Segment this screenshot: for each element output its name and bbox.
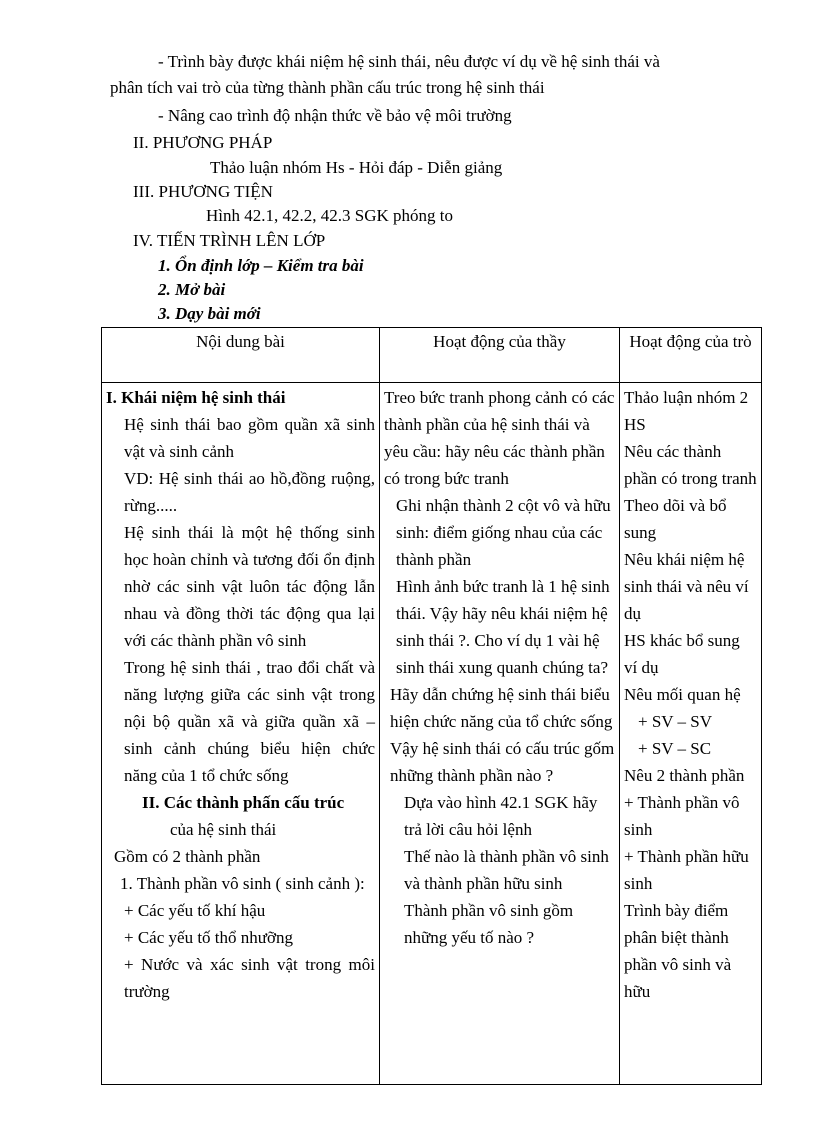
table-header-row	[102, 328, 762, 383]
student-activity: Nêu 2 thành phần	[624, 766, 745, 785]
objective-line-1: - Trình bày được khái niệm hệ sinh thái, nêu được ví dụ về hệ sinh thái và	[158, 52, 660, 71]
student-activity: Nêu mối quan hệ	[624, 685, 741, 704]
content-paragraph: Hệ sinh thái bao gồm quần xã sinh vật và sinh cảnh	[124, 415, 375, 461]
section-materials-title: III. PHƯƠNG TIỆN	[133, 182, 273, 201]
content-cell	[102, 383, 380, 1085]
teacher-activity: Thế nào là thành phần vô sinh và thành phần hữu sinh	[404, 847, 609, 893]
student-activity: Theo dõi và bổ sung	[624, 496, 727, 542]
teacher-activity: Ghi nhận thành 2 cột vô và hữu sinh: điểm giống nhau của các thành phần	[396, 496, 611, 569]
student-activity: + SV – SC	[638, 739, 712, 758]
teacher-activity: Dựa vào hình 42.1 SGK hãy trả lời câu hỏi lệnh	[404, 793, 598, 839]
content-heading-1: I. Khái niệm hệ sinh thái	[106, 388, 286, 407]
list-item: + Các yếu tố khí hậu	[124, 901, 266, 920]
student-activity: HS khác bổ sung ví dụ	[624, 631, 740, 677]
step-3: 3. Dạy bài mới	[158, 304, 261, 323]
content-paragraph: Gồm có 2 thành phần	[114, 847, 261, 866]
content-paragraph: VD: Hệ sinh thái ao hồ,đồng ruộng, rừng.....	[124, 469, 375, 515]
student-activity: Thảo luận nhóm 2 HS	[624, 388, 749, 434]
teacher-cell	[380, 383, 620, 1085]
student-activity: + SV – SV	[638, 712, 712, 731]
content-heading-2-cont: của hệ sinh thái	[170, 820, 277, 839]
section-procedure-title: IV. TIẾN TRÌNH LÊN LỚP	[133, 231, 326, 250]
content-paragraph: Trong hệ sinh thái , trao đổi chất và năng lượng giữa các sinh vật trong nội bộ quần xã và giữa quần xã – sinh cảnh chúng biểu hiện chức năng của 1 tổ chức sống	[124, 658, 375, 785]
teacher-activity: Hãy dẫn chứng hệ sinh thái biểu hiện chức năng của tổ chức sống	[390, 685, 613, 731]
section-materials-body: Hình 42.1, 42.2, 42.3 SGK phóng to	[206, 206, 453, 225]
table-row	[102, 383, 762, 1085]
header-content: Nội dung bài	[102, 328, 380, 383]
teacher-activity: Thành phần vô sinh gồm những yếu tố nào ?	[404, 901, 574, 947]
section-methods-body: Thảo luận nhóm Hs - Hỏi đáp - Diễn giảng	[210, 158, 503, 177]
student-activity: + Thành phần hữu sinh	[624, 847, 749, 893]
student-activity: + Thành phần vô sinh	[624, 793, 740, 839]
list-item: + Các yếu tố thổ nhưỡng	[124, 928, 293, 947]
content-heading-2: II. Các thành phấn cấu trúc	[142, 793, 345, 812]
objective-line-3: - Nâng cao trình độ nhận thức về bảo vệ môi trường	[158, 106, 512, 125]
lesson-table	[101, 327, 762, 1085]
step-1: 1. Ổn định lớp – Kiểm tra bài	[158, 256, 364, 275]
objective-line-2: phân tích vai trò của từng thành phần cấu trúc trong hệ sinh thái	[110, 78, 545, 97]
header-teacher: Hoạt động của thầy	[380, 328, 620, 383]
teacher-activity: Hình ảnh bức tranh là 1 hệ sinh thái. Vậy hãy nêu khái niệm hệ sinh thái ?. Cho ví dụ 1 vài hệ sinh thái xung quanh chúng ta?	[396, 577, 610, 677]
content-paragraph: 1. Thành phần vô sinh ( sinh cảnh ):	[120, 874, 365, 893]
teacher-activity: Vậy hệ sinh thái có cấu trúc gốm những thành phần nào ?	[390, 739, 615, 785]
header-student: Hoạt động của trò	[620, 328, 762, 383]
student-activity: Nêu khái niệm hệ sinh thái và nêu ví dụ	[624, 550, 749, 623]
step-2: 2. Mở bài	[158, 280, 226, 299]
section-methods-title: II. PHƯƠNG PHÁP	[133, 133, 273, 152]
student-activity: Nêu các thành phần có trong tranh	[624, 442, 757, 488]
content-paragraph: Hệ sinh thái là một hệ thống sinh học hoàn chỉnh và tương đối ổn định nhờ các sinh vật luôn tác động lẫn nhau và đồng thời tác động qua lại với các thành phần vô sinh	[124, 523, 375, 650]
list-item: + Nước và xác sinh vật trong môi trường	[124, 955, 375, 1001]
student-activity: Trình bày điểm phân biệt thành phần vô sinh và hữu	[624, 901, 732, 1001]
teacher-activity: Treo bức tranh phong cảnh có các thành phần của hệ sinh thái và yêu cầu: hãy nêu các thành phần có trong bức tranh	[384, 388, 615, 488]
student-cell	[620, 383, 762, 1085]
